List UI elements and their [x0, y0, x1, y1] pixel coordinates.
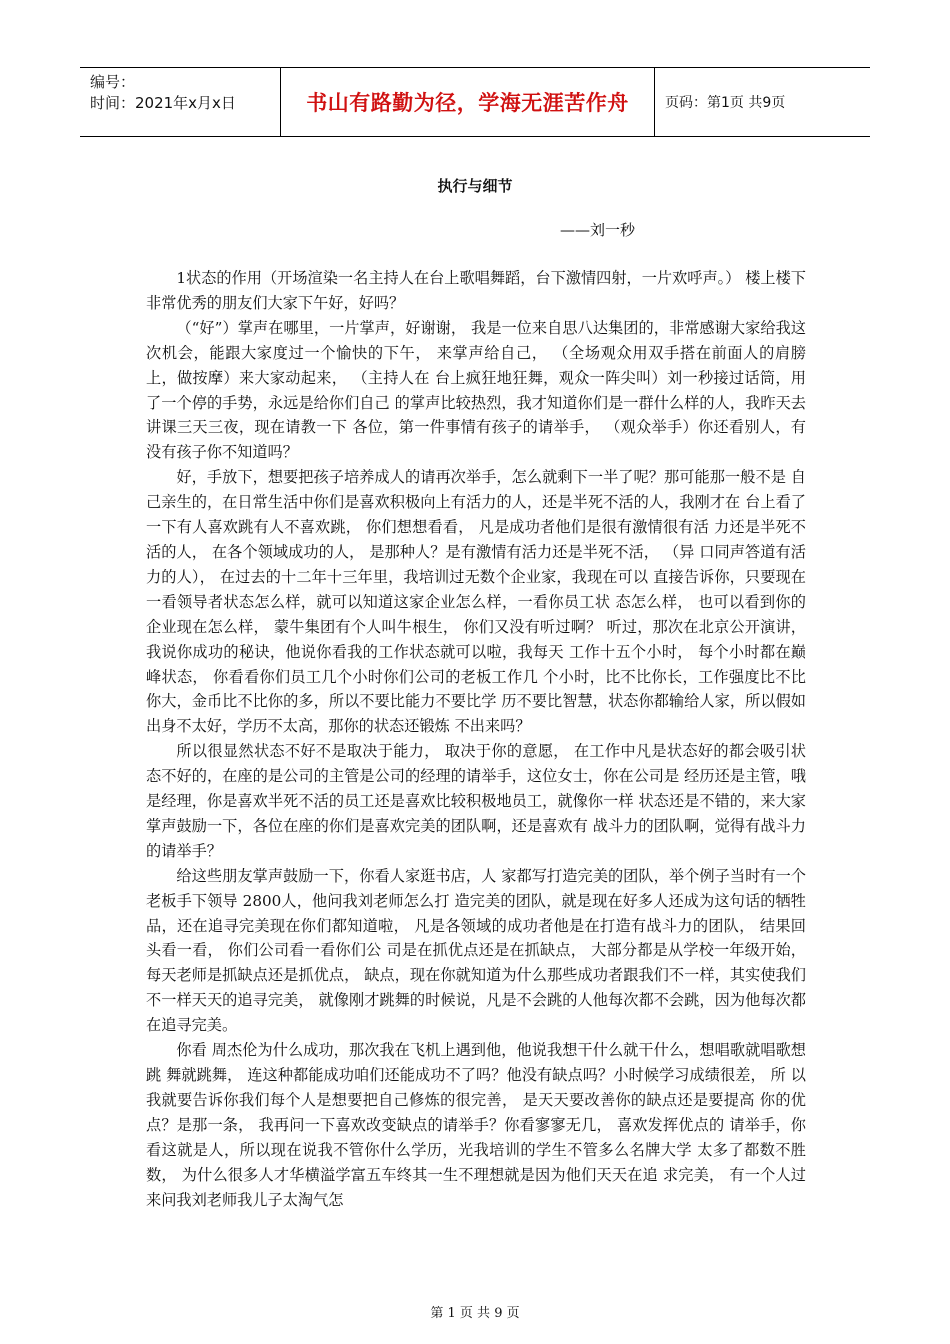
paragraph: 给这些朋友掌声鼓励一下，你看人家逛书店，人 家都写打造完美的团队，举个例子当时有一个老板手下领导 2800人，他问我刘老师怎么打 造完美的团队，就是现在好多人还成为这句话的牺牲品，还在追寻完美现在你们都知道啦， 凡是各领域的成功者他是在打造有战斗力的团队， 结果回头看一看， 你们公司看一看你们公 司是在抓优点还是在抓缺点， 大部分都是从学校一年级开始， 每天老师是抓缺点还是抓优点， 缺点，现在你就知道为什么那些成功者跟我们不一样，其实使我们不一样天天的追寻完美， 就像刚才跳舞的时候说，凡是不会跳的人他每次都不会跳，因为他每次都在追寻完美。	[146, 866, 806, 1035]
header-page-cell	[655, 68, 870, 136]
page-title: 执行与细节	[437, 177, 513, 195]
header-table	[80, 67, 870, 137]
document-time-label: 时间：2021年x月x日	[90, 94, 236, 112]
paragraph: （“好”）掌声在哪里，一片掌声，好谢谢， 我是一位来自思八达集团的，非常感谢大家给我这次机会，能跟大家度过一个愉快的下午， 来掌声给自己， （全场观众用双手搭在前面人的肩膀上，做按摩）来大家动起来， （主持人在 台上疯狂地狂舞，观众一阵尖叫）刘一秒接过话筒，用了一个停的手势，永远是给你们自己 的掌声比较热烈，我才知道你们是一群什么样的人，我昨天去讲课三天三夜，现在请教一下 各位，第一件事情有孩子的请举手， （观众举手）你还看别人，有没有孩子你不知道吗？	[146, 318, 806, 462]
paragraph: 1状态的作用（开场渲染一名主持人在台上歌唱舞蹈，台下激情四射，一片欢呼声。） 楼上楼下非常优秀的朋友们大家下午好，好吗？	[146, 269, 806, 312]
page-footer: 第 1 页 共 9 页	[430, 1306, 520, 1321]
paragraph: 你看 周杰伦为什么成功，那次我在飞机上遇到他，他说我想干什么就干什么，想唱歌就唱歌想跳 舞就跳舞， 连这种都能成功咱们还能成功不了吗？他没有缺点吗？小时候学习成绩很差， 所 以我就要告诉你我们每个人是想要把自己修炼的很完善， 是天天要改善你的缺点还是要提高 你的优点？是那一条， 我再问一下喜欢改变缺点的请举手？你看寥寥无几， 喜欢发挥优点的 请举手，你看这就是人，所以现在说我不管你什么学历，光我培训的学生不管多么名牌大学 太多了都数不胜数， 为什么很多人才华横溢学富五车终其一生不理想就是因为他们天天在追 求完美， 有一个人过来问我刘老师我儿子太淘气怎	[146, 1041, 806, 1209]
header-motto: 书山有路勤为径，学海无涯苦作舟	[306, 91, 629, 115]
header-page-info: 页码：第1页 共9页	[665, 95, 786, 111]
paragraph: 所以很显然状态不好不是取决于能力， 取决于你的意愿， 在工作中凡是状态好的都会吸引状态不好的，在座的是公司的主管是公司的经理的请举手，这位女士，你在公司是 经历还是主管，哦是经理，你是喜欢半死不活的员工还是喜欢比较积极地员工，就像你一样 状态还是不错的，来大家掌声鼓励一下，各位在座的你们是喜欢完美的团队啊，还是喜欢有 战斗力的团队啊，觉得有战斗力的请举手？	[146, 742, 806, 860]
header-motto-cell	[280, 68, 655, 136]
paragraph: 好，手放下，想要把孩子培养成人的请再次举手，怎么就剩下一半了呢？那可能那一般不是 自己亲生的，在日常生活中你们是喜欢积极向上有活力的人，还是半死不活的人，我刚才在 台上看了一下有人喜欢跳有人不喜欢跳， 你们想想看看， 凡是成功者他们是很有激情很有活 力还是半死不活的人， 在各个领域成功的人， 是那种人？是有激情有活力还是半死不活， （异 口同声答道有活力的人）， 在过去的十二年十三年里，我培训过无数个企业家，我现在可以 直接告诉你，只要现在一看领导者状态怎么样，就可以知道这家企业怎么样，一看你员工状 态怎么样， 也可以看到你的企业现在怎么样， 蒙牛集团有个人叫牛根生， 你们又没有听过啊？ 听过，那次在北京公开演讲，我说你成功的秘诀，他说你看我的工作状态就可以啦，我每天 工作十五个小时， 每个小时都在巅峰状态， 你看看你们员工几个小时你们公司的老板工作几 个小时，比不比你长，工作强度比不比你大，金币比不比你的多，所以不要比能力不要比学 历不要比智慧，状态你都输给人家，所以假如出身不太好，学历不太高，那你的状态还锻炼 不出来吗？	[146, 468, 806, 736]
header-meta-cell	[80, 68, 280, 136]
document-body	[146, 266, 806, 1212]
author-line: ——刘一秒	[560, 221, 636, 239]
document-number-label: 编号：	[90, 73, 136, 91]
